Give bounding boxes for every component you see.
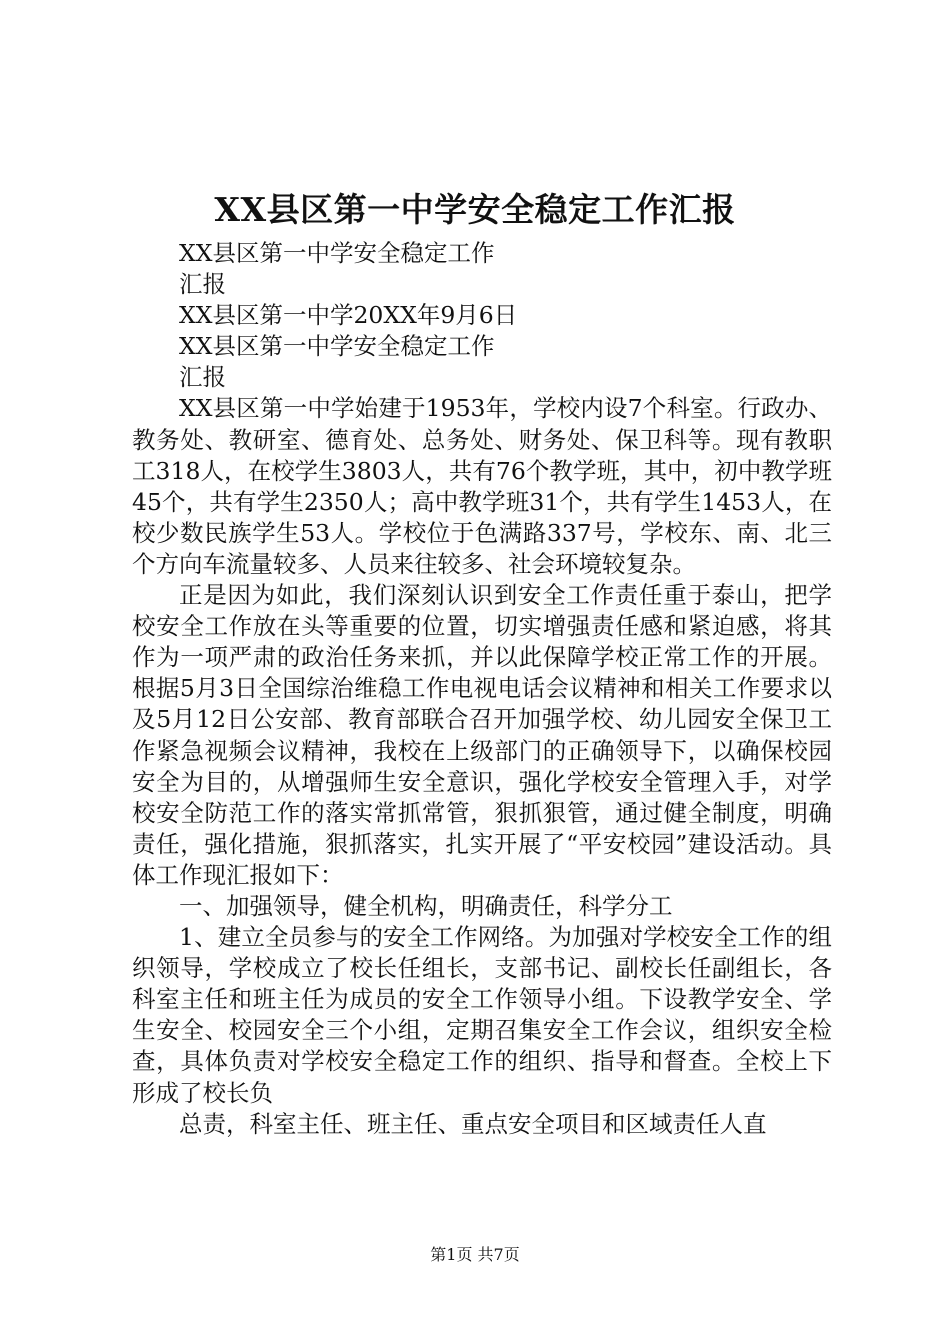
paragraph-safety-network: 1、建立全员参与的安全工作网络。为加强对学校安全工作的组织领导，学校成立了校长任组长，支部书记、副校长任副组长，各科室主任和班主任为成员的安全工作领导小组。下设教学安全、学生安全、校园安全三个小组，定期召集安全工作会议，组织安全检查，具体负责对学校安全稳定工作的组织、指导和督查。全校上下形成了校长负 (132, 923, 832, 1107)
document-body (132, 238, 832, 1140)
subtitle-line-2: 汇报 (179, 270, 226, 299)
page-footer: 第1页 共7页 (430, 1245, 520, 1264)
subtitle-repeat-line-1: XX县区第一中学安全稳定工作 (179, 332, 495, 361)
paragraph-school-overview: XX县区第一中学始建于1953年，学校内设7个科室。行政办、教务处、教研室、德育处、总务处、财务处、保卫科等。现有教职工318人，在校学生3803人，共有76个教学班，其中，初中教学班45个，共有学生2350人；高中教学班31个，共有学生1453人，在校少数民族学生53人。学校位于色满路337号，学校东、南、北三个方向车流量较多、人员来往较多、社会环境较复杂。 (132, 394, 832, 578)
date-line: XX县区第一中学20XX年9月6日 (179, 301, 518, 330)
paragraph-safety-importance: 正是因为如此，我们深刻认识到安全工作责任重于泰山，把学校安全工作放在头等重要的位置，切实增强责任感和紧迫感，将其作为一项严肃的政治任务来抓，并以此保障学校正常工作的开展。根据5月3日全国综治维稳工作电视电话会议精神和相关工作要求以及5月12日公安部、教育部联合召开加强学校、幼儿园安全保卫工作紧急视频会议精神，我校在上级部门的正确领导下，以确保校园安全为目的，从增强师生安全意识，强化学校安全管理入手，对学校安全防范工作的落实常抓常管，狠抓狠管，通过健全制度，明确责任，强化措施，狠抓落实，扎实开展了“平安校园”建设活动。具体工作现汇报如下： (132, 581, 832, 889)
section-heading-1: 一、加强领导，健全机构，明确责任，科学分工 (179, 891, 673, 920)
subtitle-line-1: XX县区第一中学安全稳定工作 (179, 239, 495, 267)
subtitle-repeat-line-2: 汇报 (179, 363, 226, 392)
document-title: XX县区第一中学安全稳定工作汇报 (214, 190, 736, 229)
paragraph-responsibility: 总责，科室主任、班主任、重点安全项目和区域责任人直 (179, 1109, 767, 1138)
